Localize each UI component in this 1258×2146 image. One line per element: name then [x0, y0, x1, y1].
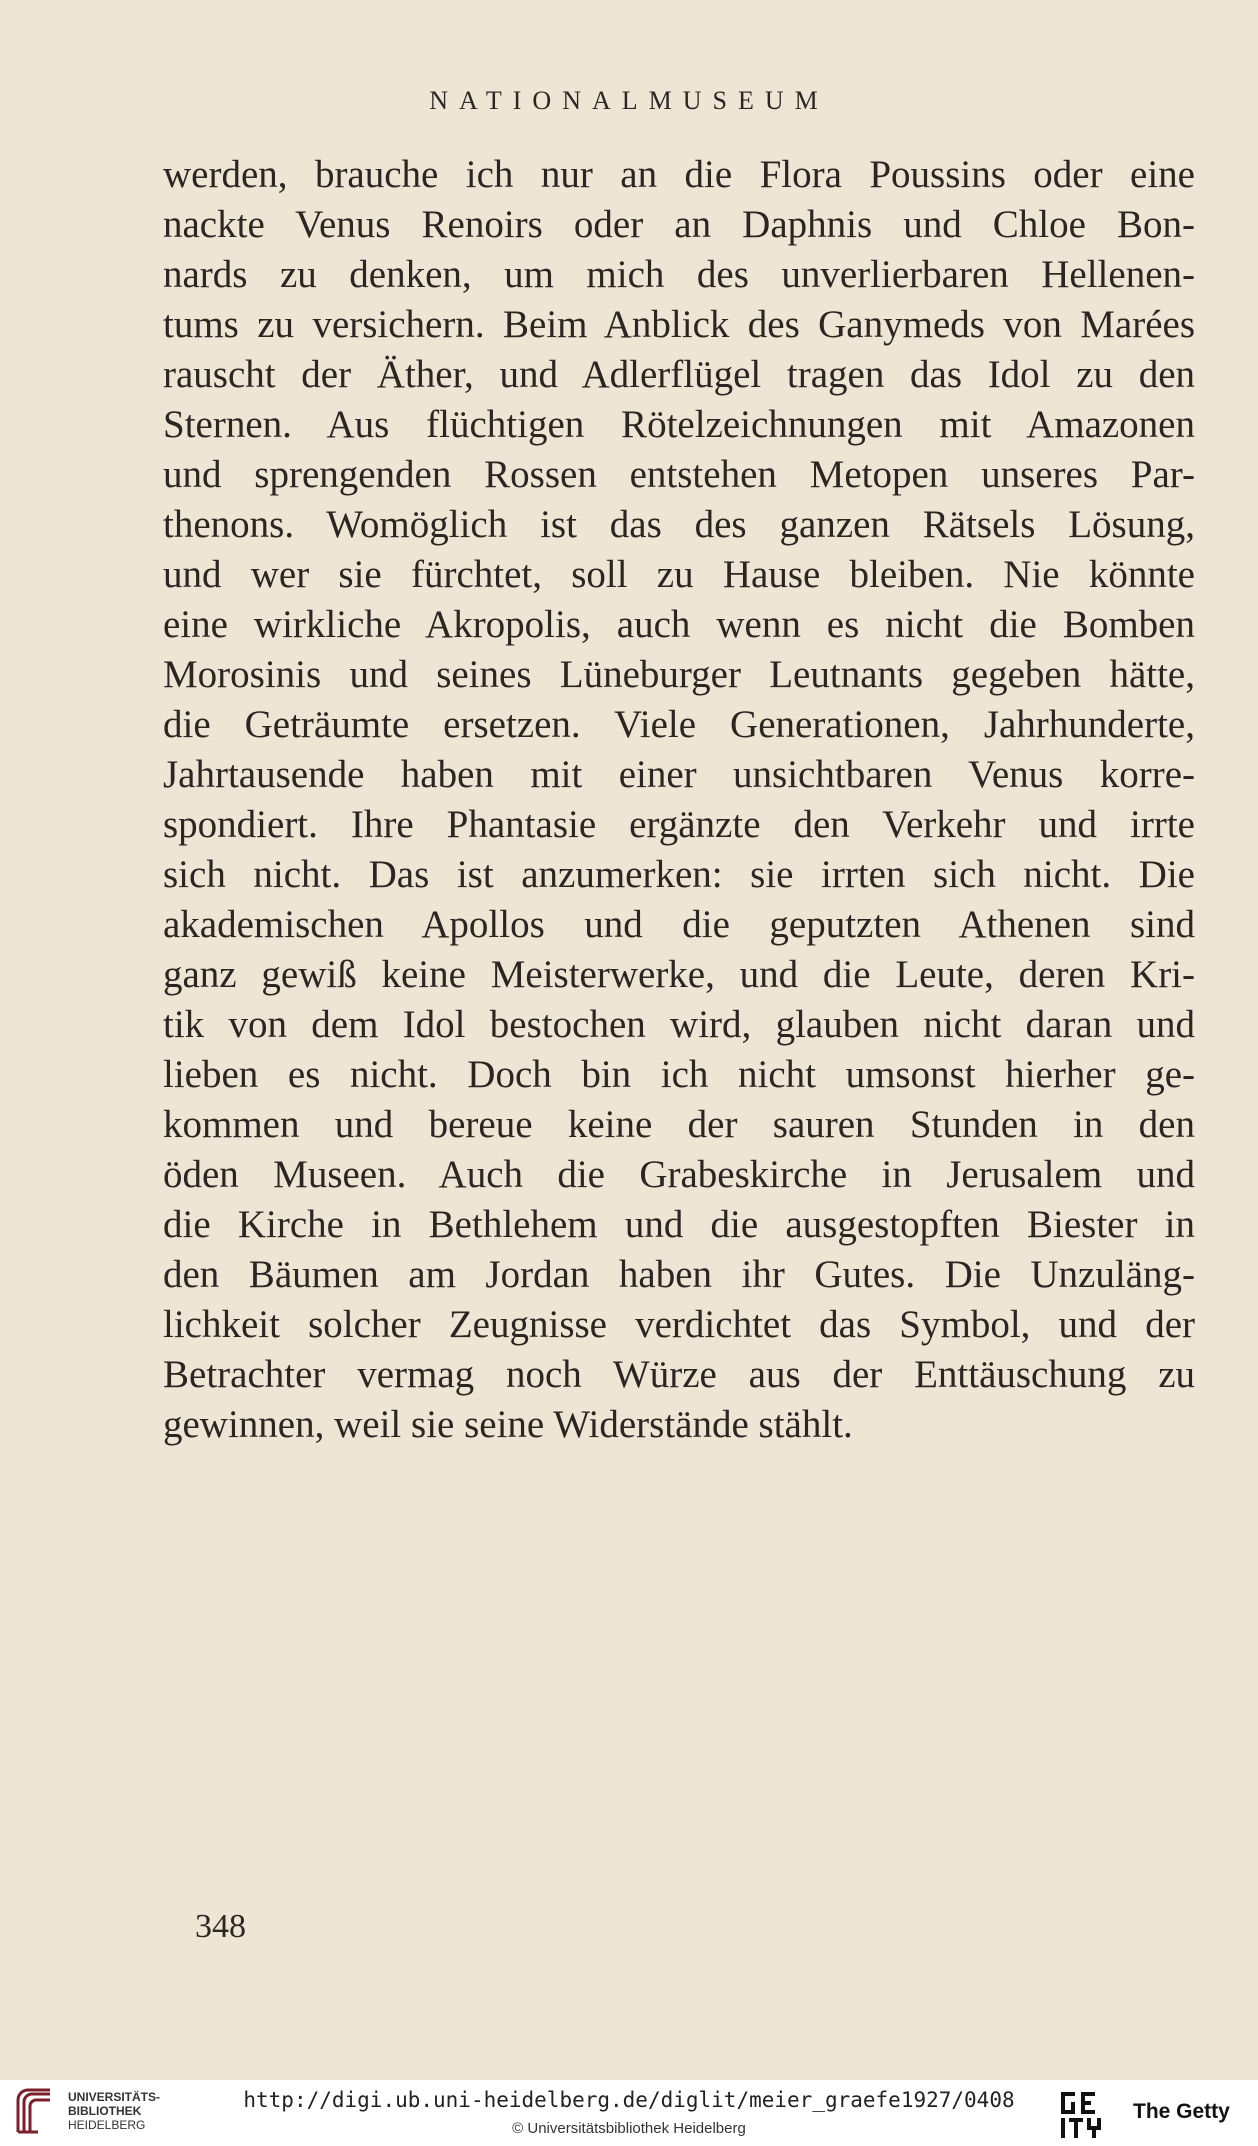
viewer-footer — [0, 2080, 1258, 2146]
text-line: eine wirkliche Akropolis, auch wenn es nicht die Bomben — [163, 603, 1195, 646]
text-line: thenons. Womöglich ist das des ganzen Rätsels Lösung, — [163, 503, 1195, 546]
text-line: rauscht der Äther, und Adlerflügel tragen das Idol zu den — [163, 353, 1195, 396]
getty-logo-icon[interactable] — [1057, 2090, 1113, 2140]
text-line: spondiert. Ihre Phantasie ergänzte den Verkehr und irrte — [163, 803, 1195, 846]
copyright-notice: © Universitätsbibliothek Heidelberg — [512, 2120, 746, 2137]
text-line: nards zu denken, um mich des unverlierbaren Hellenen- — [163, 253, 1195, 296]
permalink-url[interactable]: http://digi.ub.uni-heidelberg.de/diglit/meier_graefe1927/0408 — [243, 2088, 1015, 2112]
text-line: Morosinis und seines Lüneburger Leutnants gegeben hätte, — [163, 653, 1195, 696]
library-name-line: UNIVERSITÄTS- — [68, 2090, 161, 2104]
library-name-line: BIBLIOTHEK — [68, 2104, 142, 2118]
library-name-line: HEIDELBERG — [68, 2118, 146, 2132]
text-line-last: gewinnen, weil sie seine Widerstände stählt. — [163, 1403, 853, 1446]
text-line: die Kirche in Bethlehem und die ausgestopften Biester in — [163, 1203, 1195, 1246]
text-line: tik von dem Idol bestochen wird, glauben nicht daran und — [163, 1003, 1195, 1046]
text-line: Jahrtausende haben mit einer unsichtbaren Venus korre- — [163, 753, 1195, 796]
text-line: tums zu versichern. Beim Anblick des Ganymeds von Marées — [163, 303, 1195, 346]
text-line: Betrachter vermag noch Würze aus der Enttäuschung zu — [163, 1353, 1195, 1396]
text-line: werden, brauche ich nur an die Flora Poussins oder eine — [163, 153, 1195, 196]
text-line: und sprengenden Rossen entstehen Metopen unseres Par- — [163, 453, 1195, 496]
running-header: NATIONALMUSEUM — [429, 86, 829, 115]
text-line: die Geträumte ersetzen. Viele Generationen, Jahrhunderte, — [163, 703, 1195, 746]
text-line: den Bäumen am Jordan haben ihr Gutes. Die Unzuläng- — [163, 1253, 1195, 1296]
text-line: lieben es nicht. Doch bin ich nicht umsonst hierher ge- — [163, 1053, 1195, 1096]
text-line: sich nicht. Das ist anzumerken: sie irrten sich nicht. Die — [163, 853, 1195, 896]
text-line: lichkeit solcher Zeugnisse verdichtet das Symbol, und der — [163, 1303, 1195, 1346]
text-line: Sternen. Aus flüchtigen Rötelzeichnungen mit Amazonen — [163, 403, 1195, 446]
getty-name: The Getty — [1133, 2100, 1230, 2123]
body-text — [163, 150, 1195, 1450]
text-line: nackte Venus Renoirs oder an Daphnis und Chloe Bon- — [163, 203, 1195, 246]
text-line: akademischen Apollos und die geputzten Athenen sind — [163, 903, 1195, 946]
page-number: 348 — [195, 1908, 246, 1945]
text-line: ganz gewiß keine Meisterwerke, und die Leute, deren Kri- — [163, 953, 1195, 996]
text-line: kommen und bereue keine der sauren Stunden in den — [163, 1103, 1195, 1146]
text-line: und wer sie fürchtet, soll zu Hause bleiben. Nie könnte — [163, 553, 1195, 596]
text-line: öden Museen. Auch die Grabeskirche in Jerusalem und — [163, 1153, 1195, 1196]
